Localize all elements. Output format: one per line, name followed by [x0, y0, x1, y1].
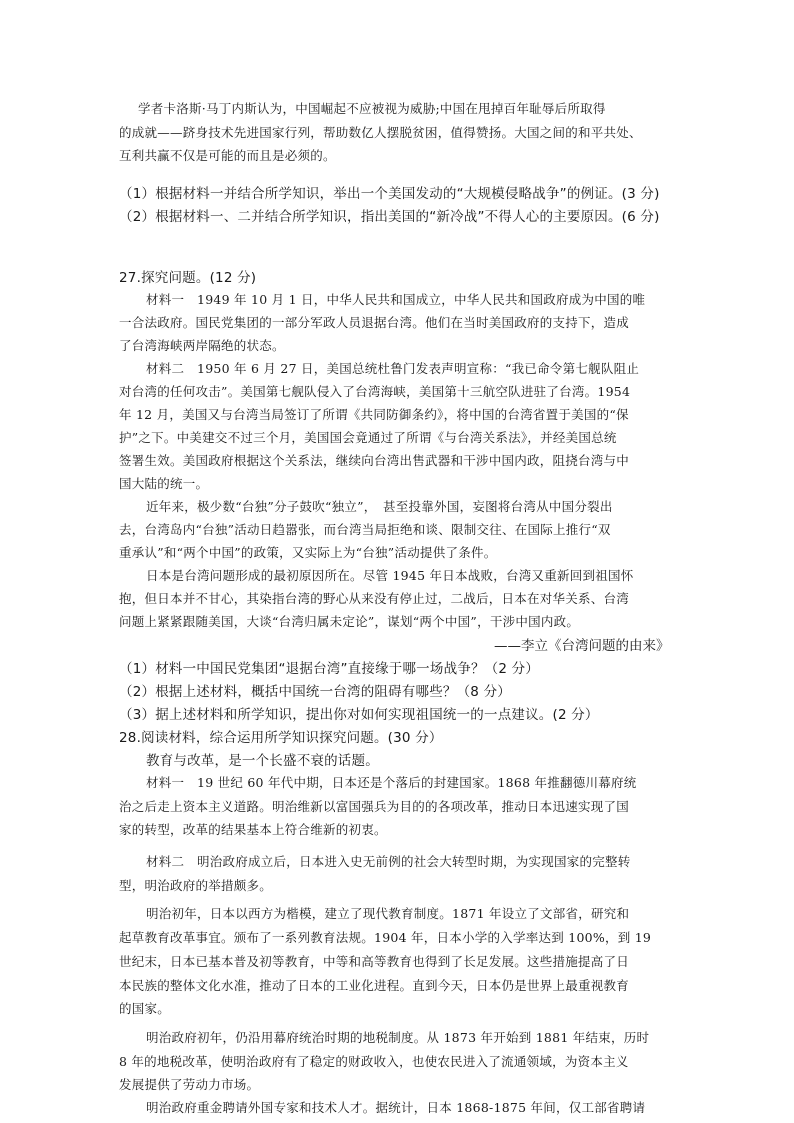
q27-material-4-line: 日本是台湾问题形成的最初原因所在。尽管 1945 年日本战败，台湾又重新回到祖国怀 — [146, 568, 634, 583]
q28-material-1-line: 材料一 19 世纪 60 年代中期，日本还是个落后的封建国家。1868 年推翻德川幕府统 — [146, 775, 637, 790]
q26-material-line: 学者卡洛斯·马丁内斯认为，中国崛起不应被视为威胁;中国在甩掉百年耻辱后所取得 — [138, 101, 606, 116]
q26-question-1: （1）根据材料一并结合所学知识，举出一个美国发动的“大规模侵略战争”的例证。(3 分) — [119, 186, 660, 202]
q27-material-3-line: 去，台湾岛内“台独”活动日趋嚣张，而台湾当局拒绝和谈、限制交往、在国际上推行“双 — [119, 522, 611, 537]
q27-material-2-line: 签署生效。美国政府根据这个关系法，继续向台湾出售武器和干涉中国内政，阻挠台湾与中 — [119, 453, 630, 468]
q28-paragraph-line: 8 年的地税改革，使明治政府有了稳定的财政收入，也使农民进入了流通领域，为资本主义 — [119, 1054, 629, 1069]
q28-paragraph-line: 明治初年，日本以西方为楷模，建立了现代教育制度。1871 年设立了文部省，研究和 — [146, 906, 630, 921]
q27-material-2-line: 国大陆的统一。 — [119, 476, 209, 491]
q27-material-1-line: 材料一 1949 年 10 月 1 日，中华人民共和国成立，中华人民共和国政府成为中国的唯 — [146, 292, 646, 307]
q27-material-1-line: 一合法政府。国民党集团的一部分军政人员退据台湾。他们在当时美国政府的支持下，造成 — [119, 315, 630, 330]
q27-question-3: （3）据上述材料和所学知识，提出你对如何实现祖国统一的一点建议。(2 分） — [119, 707, 599, 723]
q28-material-1-line: 治之后走上资本主义道路。明治维新以富国强兵为目的的各项改革，推动日本迅速实现了国 — [119, 799, 630, 814]
q27-material-4-line: 问题上紧紧跟随美国，大谈“台湾归属未定论”，谋划“两个中国”，干涉中国内政。 — [119, 614, 580, 629]
q28-intro: 教育与改革，是一个长盛不衰的话题。 — [146, 753, 379, 769]
q27-heading: 27.探究问题。(12 分) — [119, 270, 257, 286]
q27-material-2-line: 年 12 月，美国又与台湾当局签订了所谓《共同防御条约》，将中国的台湾省置于美国的“保 — [119, 407, 629, 422]
q28-paragraph-line: 明治政府初年，仍沿用幕府统治时期的地税制度。从 1873 年开始到 1881 年结束，历时 — [146, 1030, 650, 1045]
q28-paragraph-line: 的国家。 — [119, 1001, 171, 1016]
q27-material-3-line: 近年来，极少数“台独”分子鼓吹“独立”， 甚至投靠外国，妄图将台湾从中国分裂出 — [146, 499, 613, 514]
q27-material-2-line: 材料二 1950 年 6 月 27 日，美国总统杜鲁门发表声明宣称：“我已命令第七舰队阻止 — [146, 361, 640, 376]
q27-material-3-line: 重承认”和“两个中国”的政策，又实际上为“台独”活动提供了条件。 — [119, 545, 497, 560]
q27-question-2: （2）根据上述材料，概括中国统一台湾的阻碍有哪些？（8 分） — [119, 684, 511, 700]
q27-material-2-line: 对台湾的任何攻击”。美国第七舰队侵入了台湾海峡，美国第十三航空队进驻了台湾。1954 — [119, 384, 631, 399]
q28-paragraph-line: 本民族的整体文化水准，推动了日本的工业化进程。直到今天，日本仍是世界上最重视教育 — [119, 978, 630, 993]
q28-paragraph-line: 明治政府重金聘请外国专家和技术人才。据统计，日本 1868-1875 年间，仅工部省聘请 — [146, 1100, 646, 1115]
q26-material-line: 互利共赢不仅是可能的而且是必须的。 — [119, 148, 336, 163]
q27-question-1: （1）材料一中国民党集团“退据台湾”直接缘于哪一场战争？（2 分） — [119, 661, 540, 677]
q28-paragraph-line: 世纪末，日本已基本普及初等教育，中等和高等教育也得到了长足发展。这些措施提高了日 — [119, 954, 630, 969]
q28-material-2-line: 型，明治政府的举措颇多。 — [119, 878, 273, 893]
q27-material-2-line: 护”之下。中美建交不过三个月，美国国会竟通过了所谓《与台湾关系法》，并经美国总统 — [119, 430, 617, 445]
q28-material-1-line: 家的转型，改革的结果基本上符合维新的初衷。 — [119, 822, 387, 837]
q26-material-line: 的成就——跻身技术先进国家行列，帮助数亿人摆脱贫困，值得赞扬。大国之间的和平共处、 — [119, 125, 642, 140]
q27-material-4-line: 抱，但日本并不甘心，其染指台湾的野心从来没有停止过，二战后，日本在对华关系、台湾 — [119, 591, 630, 606]
q26-question-2: （2）根据材料一、二并结合所学知识，指出美国的“新冷战”不得人心的主要原因。(6 分) — [119, 209, 660, 225]
q28-paragraph-line: 发展提供了劳动力市场。 — [119, 1077, 260, 1092]
q27-material-1-line: 了台湾海峡两岸隔绝的状态。 — [119, 338, 285, 353]
q27-source: ——李立《台湾问题的由来》 — [494, 638, 670, 654]
q28-paragraph-line: 起草教育改革事宜。颁布了一系列教育法规。1904 年，日本小学的入学率达到 100%，到 19 — [119, 930, 652, 945]
q28-material-2-line: 材料二 明治政府成立后，日本进入史无前例的社会大转型时期，为实现国家的完整转 — [146, 854, 631, 869]
q28-heading: 28.阅读材料，综合运用所学知识探究问题。(30 分） — [119, 730, 443, 746]
